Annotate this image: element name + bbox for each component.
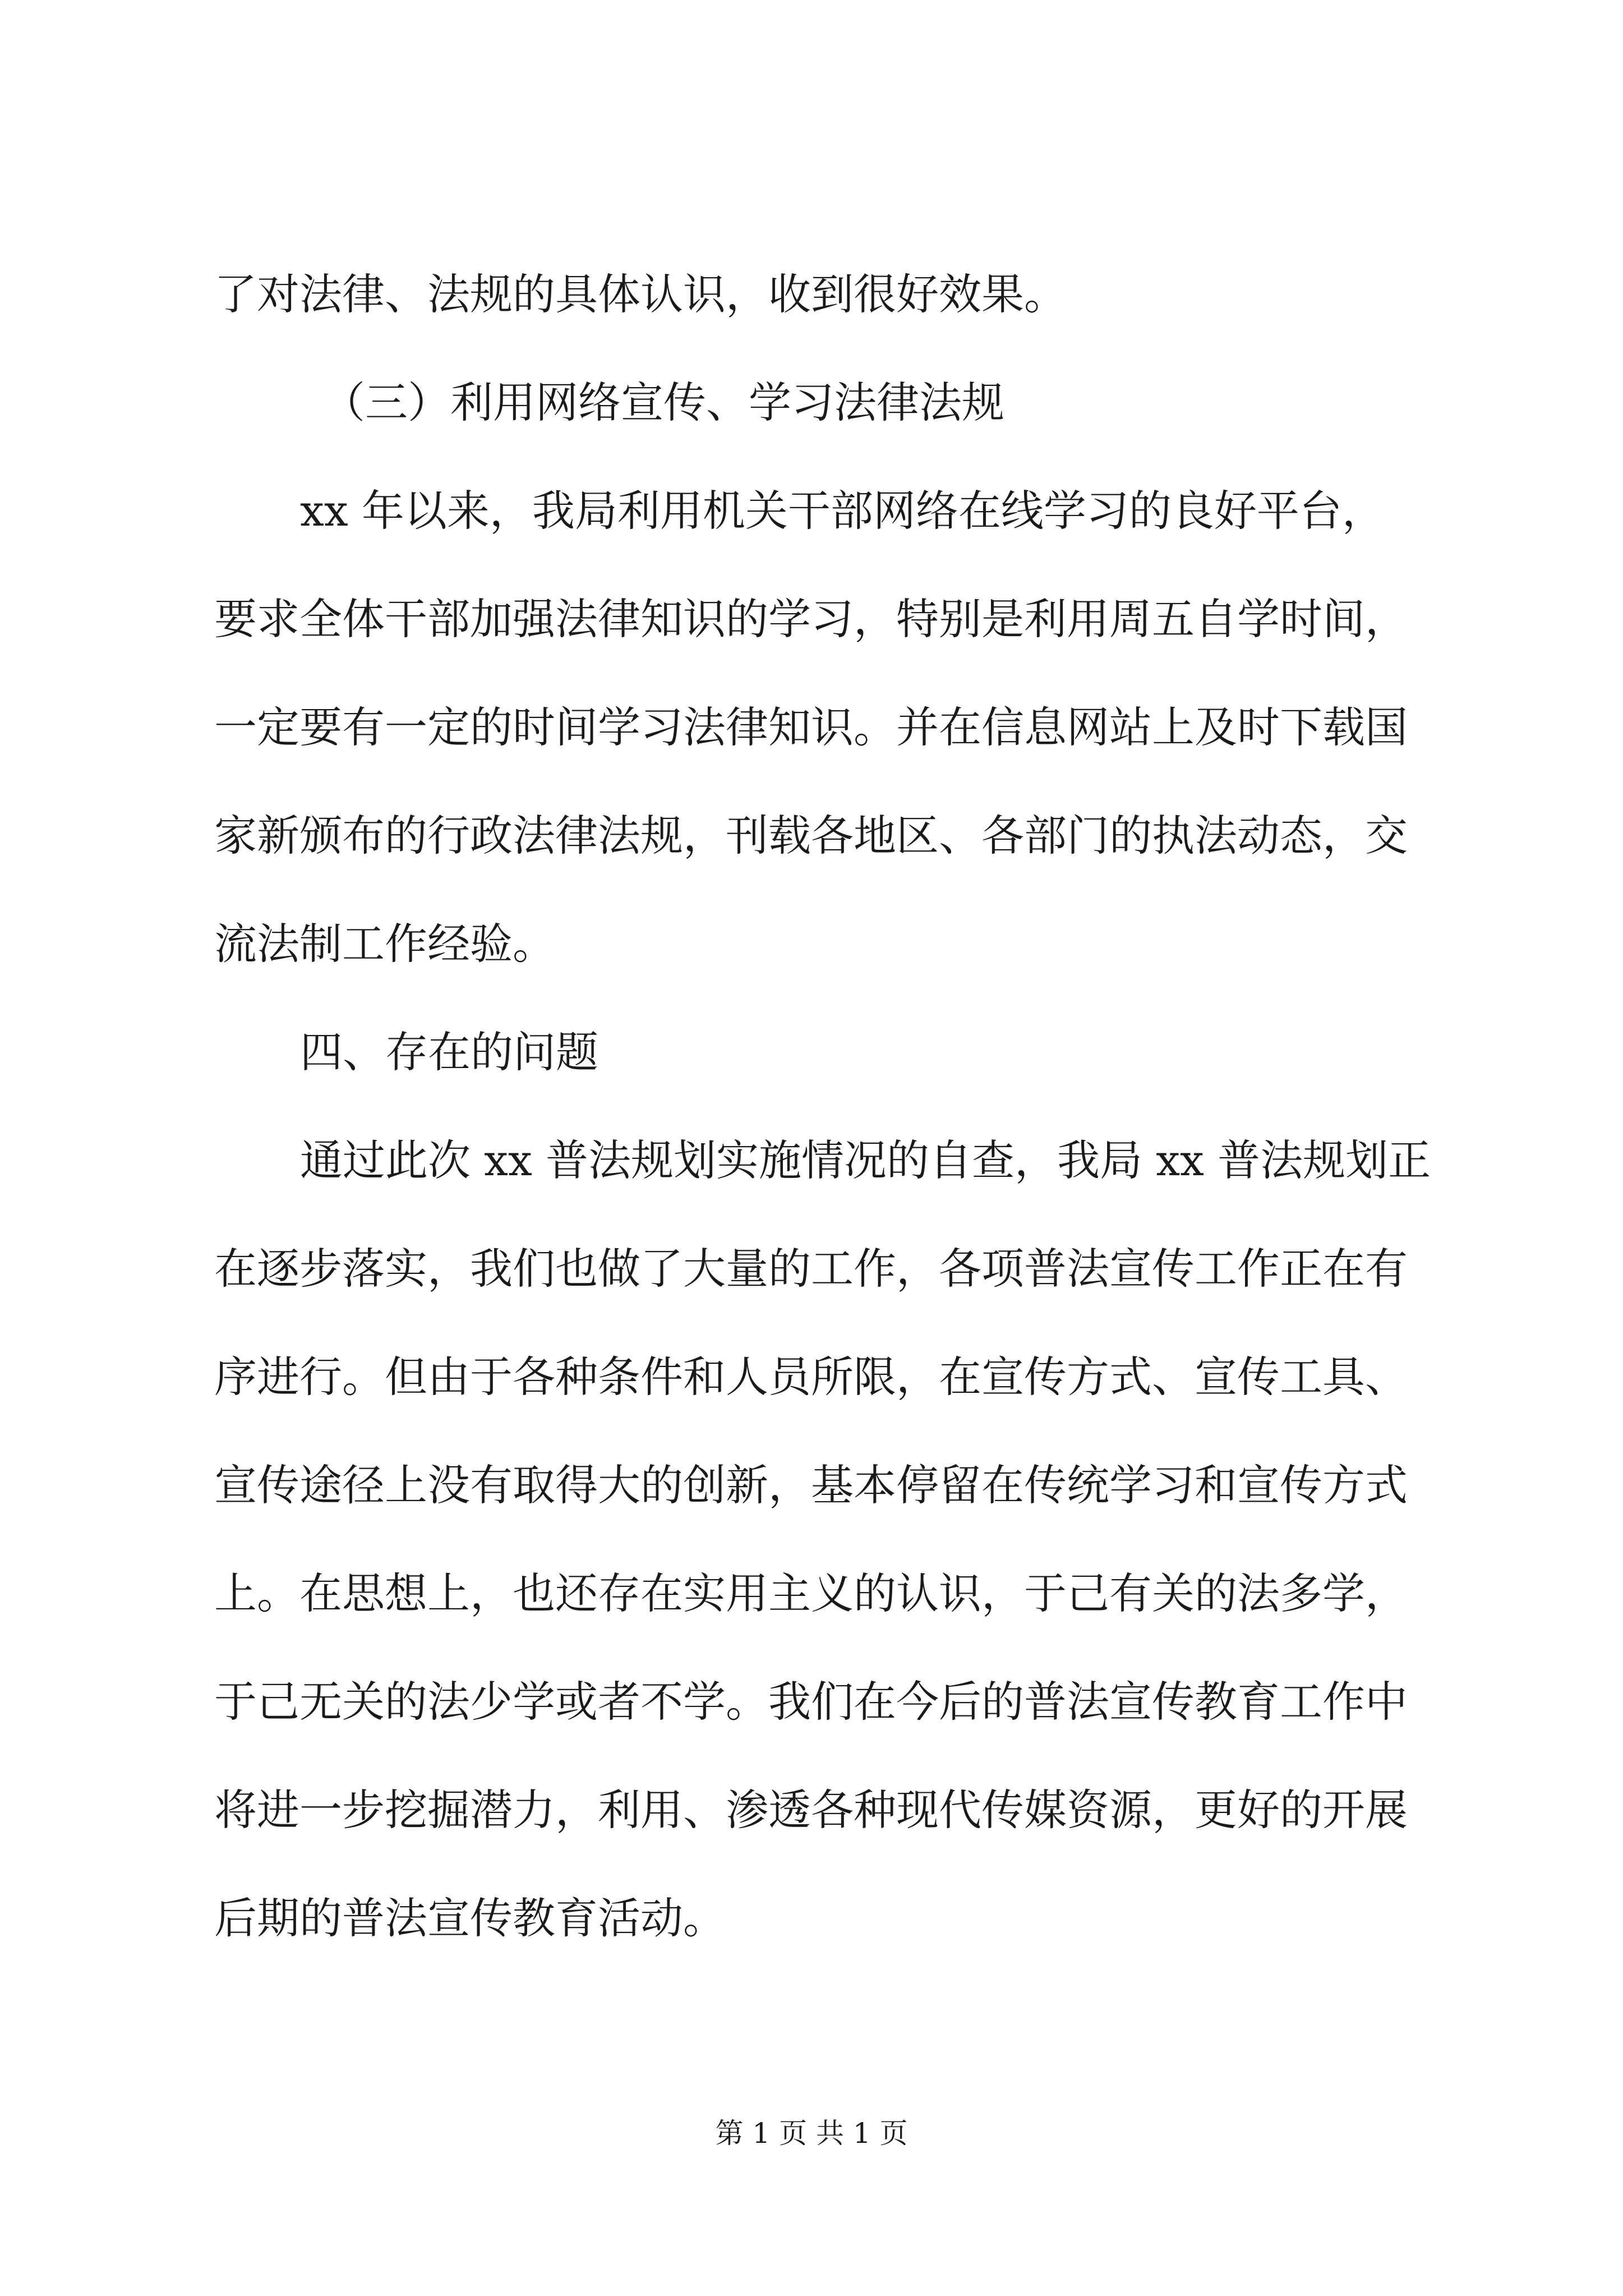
body-text-line: 序进行。但由于各种条件和人员所限，在宣传方式、宣传工具、 (214, 1352, 1408, 1402)
body-text-line: 于己无关的法少学或者不学。我们在今后的普法宣传教育工作中 (214, 1677, 1408, 1727)
body-text-line: 一定要有一定的时间学习法律知识。并在信息网站上及时下载国 (214, 702, 1408, 752)
section-heading: 四、存在的问题 (300, 1027, 598, 1077)
section-heading: （三）利用网络宣传、学习法律法规 (322, 378, 1004, 427)
page-number-footer: 第 1 页 共 1 页 (715, 2117, 908, 2150)
body-text-line: 流法制工作经验。 (214, 919, 555, 969)
body-text-line: 家新颁布的行政法律法规，刊载各地区、各部门的执法动态，交 (214, 811, 1408, 861)
body-text-line: 上。在思想上，也还存在实用主义的认识，于己有关的法多学， (214, 1568, 1408, 1618)
body-text-line: 后期的普法宣传教育活动。 (214, 1893, 726, 1943)
body-text-line: xx 年以来，我局利用机关干部网络在线学习的良好平台， (300, 486, 1385, 536)
body-text-line: 在逐步落实，我们也做了大量的工作，各项普法宣传工作正在有 (214, 1244, 1408, 1294)
body-text-line: 要求全体干部加强法律知识的学习，特别是利用周五自学时间， (214, 594, 1408, 644)
body-text-line: 通过此次 xx 普法规划实施情况的自查，我局 xx 普法规划正 (300, 1135, 1431, 1185)
body-text-line: 将进一步挖掘潜力，利用、渗透各种现代传媒资源，更好的开展 (214, 1785, 1408, 1835)
body-text-line: 了对法律、法规的具体认识，收到很好效果。 (214, 269, 1067, 319)
body-text-line: 宣传途径上没有取得大的创新，基本停留在传统学习和宣传方式 (214, 1460, 1408, 1510)
